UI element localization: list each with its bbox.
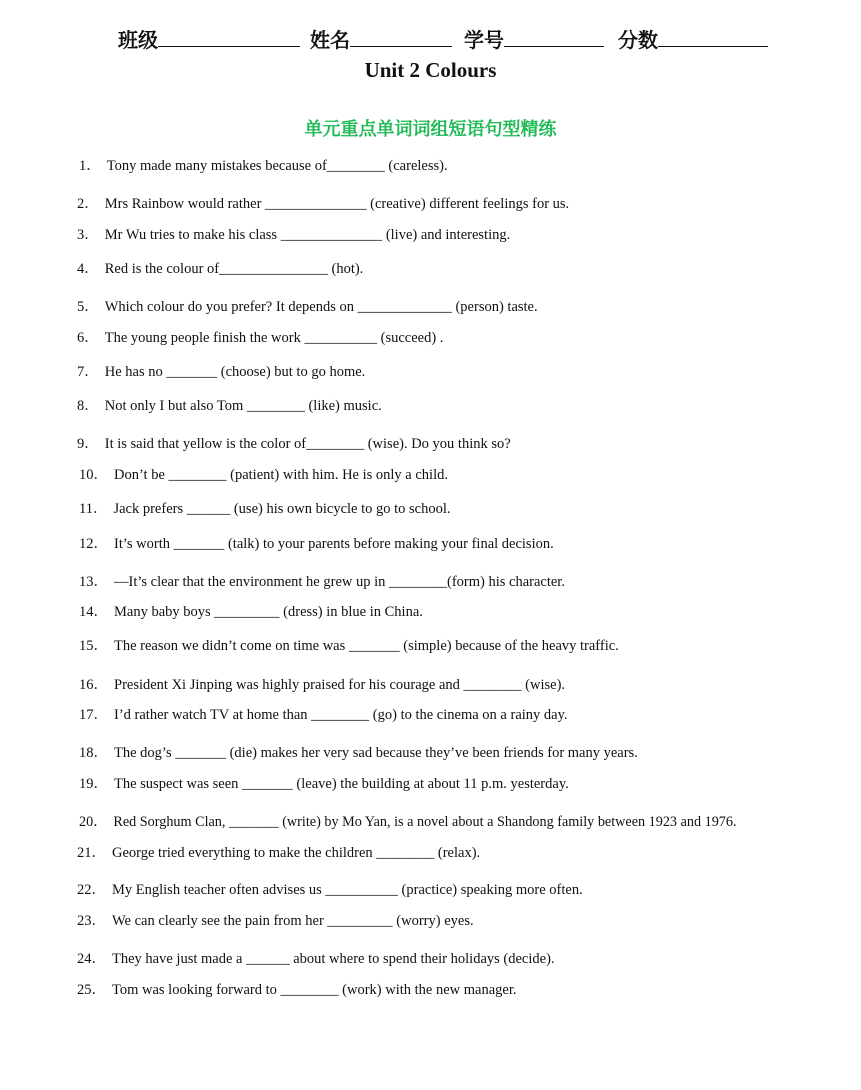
question-text: Red is the colour of_______________ (hot).: [104, 261, 364, 277]
question-text: Which colour do you prefer? It depends on _____________ (person) taste.: [104, 299, 538, 315]
question-text: George tried everything to make the children ________ (relax).: [112, 845, 481, 861]
question-text: Mrs Rainbow would rather ______________ (creative) different feelings for us.: [104, 196, 570, 212]
question-number: 5．: [77, 299, 99, 315]
question-text: President Xi Jinping was highly praised for his courage and ________ (wise).: [114, 677, 566, 693]
question-item: [77, 844, 480, 862]
class-field: [118, 24, 310, 53]
question-text: It is said that yellow is the color of________ (wise). Do you think so?: [104, 436, 511, 452]
question-text: It’s worth _______ (talk) to your parents before making your final decision.: [114, 536, 554, 552]
name-blank[interactable]: [350, 28, 452, 47]
question-number: 23．: [77, 913, 106, 929]
question-item: [77, 195, 569, 213]
class-blank[interactable]: [158, 28, 300, 47]
question-text: The reason we didn’t come on time was _______ (simple) because of the heavy traffic.: [114, 638, 619, 654]
section-title: 单元重点单词词组短语句型精练: [304, 119, 557, 140]
question-text: He has no _______ (choose) but to go home.: [104, 364, 366, 380]
question-number: 11．: [79, 501, 108, 517]
score-label: 分数: [618, 28, 658, 52]
student-id-blank[interactable]: [504, 28, 604, 47]
question-item: [77, 981, 517, 999]
question-number: 12．: [79, 536, 108, 552]
question-text: —It’s clear that the environment he grew up in ________(form) his character.: [114, 574, 565, 590]
question-number: 1．: [79, 158, 101, 174]
question-text: I’d rather watch TV at home than ________ (go) to the cinema on a rainy day.: [114, 707, 568, 723]
question-item: [79, 637, 619, 655]
question-item: [79, 535, 554, 553]
question-text: Mr Wu tries to make his class ______________ (live) and interesting.: [104, 227, 511, 243]
question-text: We can clearly see the pain from her _________ (worry) eyes.: [112, 913, 474, 929]
question-item: [79, 775, 569, 793]
question-number: 4．: [77, 261, 99, 277]
question-item: [77, 226, 510, 244]
question-text: Red Sorghum Clan, _______ (write) by Mo Yan, is a novel about a Shandong family between 1923 and 1976.: [113, 814, 737, 830]
question-number: 19．: [79, 776, 108, 792]
question-item: [79, 744, 638, 762]
question-number: 24．: [77, 951, 106, 967]
score-blank[interactable]: [658, 28, 768, 47]
question-text: Jack prefers ______ (use) his own bicycle to go to school.: [113, 501, 451, 517]
question-item: [77, 950, 555, 968]
student-id-label: 学号: [464, 28, 504, 52]
question-item: [77, 881, 583, 899]
question-item: [79, 573, 565, 591]
student-id-field: [464, 24, 618, 53]
question-item: [77, 329, 443, 347]
question-number: 7．: [77, 364, 99, 380]
question-number: 18．: [79, 745, 108, 761]
question-number: 22．: [77, 882, 106, 898]
question-number: 15．: [79, 638, 108, 654]
question-item: [77, 435, 511, 453]
question-text: Tony made many mistakes because of________ (careless).: [106, 158, 448, 174]
question-item: [77, 298, 538, 316]
question-item: [79, 813, 737, 831]
question-text: They have just made a ______ about where to spend their holidays (decide).: [112, 951, 555, 967]
question-text: Tom was looking forward to ________ (work) with the new manager.: [112, 982, 517, 998]
question-number: 6．: [77, 330, 99, 346]
question-number: 13．: [79, 574, 108, 590]
name-label: 姓名: [310, 28, 350, 52]
name-field: [310, 24, 464, 53]
student-info-header: [118, 24, 778, 52]
question-item: [77, 260, 363, 278]
question-text: The young people finish the work __________ (succeed) .: [104, 330, 444, 346]
question-number: 3．: [77, 227, 99, 243]
question-item: [77, 397, 382, 415]
question-number: 20．: [79, 814, 108, 830]
question-text: The suspect was seen _______ (leave) the building at about 11 p.m. yesterday.: [114, 776, 569, 792]
question-item: [79, 603, 423, 621]
class-label: 班级: [118, 28, 158, 52]
question-item: [79, 500, 451, 518]
question-item: [79, 706, 568, 724]
question-text: Not only I but also Tom ________ (like) music.: [104, 398, 382, 414]
question-number: 8．: [77, 398, 99, 414]
question-item: [77, 363, 365, 381]
question-item: [79, 466, 448, 484]
question-item: [79, 676, 565, 694]
question-number: 2．: [77, 196, 99, 212]
question-number: 25．: [77, 982, 106, 998]
page-title: Unit 2 Colours: [364, 58, 497, 82]
question-item: [77, 912, 474, 930]
question-text: The dog’s _______ (die) makes her very sad because they’ve been friends for many years.: [114, 745, 638, 761]
question-number: 17．: [79, 707, 108, 723]
question-text: My English teacher often advises us __________ (practice) speaking more often.: [112, 882, 583, 898]
question-text: Many baby boys _________ (dress) in blue in China.: [114, 604, 423, 620]
question-number: 16．: [79, 677, 108, 693]
question-number: 10．: [79, 467, 108, 483]
question-number: 21．: [77, 845, 106, 861]
question-text: Don’t be ________ (patient) with him. He is only a child.: [114, 467, 448, 483]
question-number: 9．: [77, 436, 99, 452]
score-field: [618, 24, 778, 53]
question-number: 14．: [79, 604, 108, 620]
question-item: [79, 157, 448, 175]
